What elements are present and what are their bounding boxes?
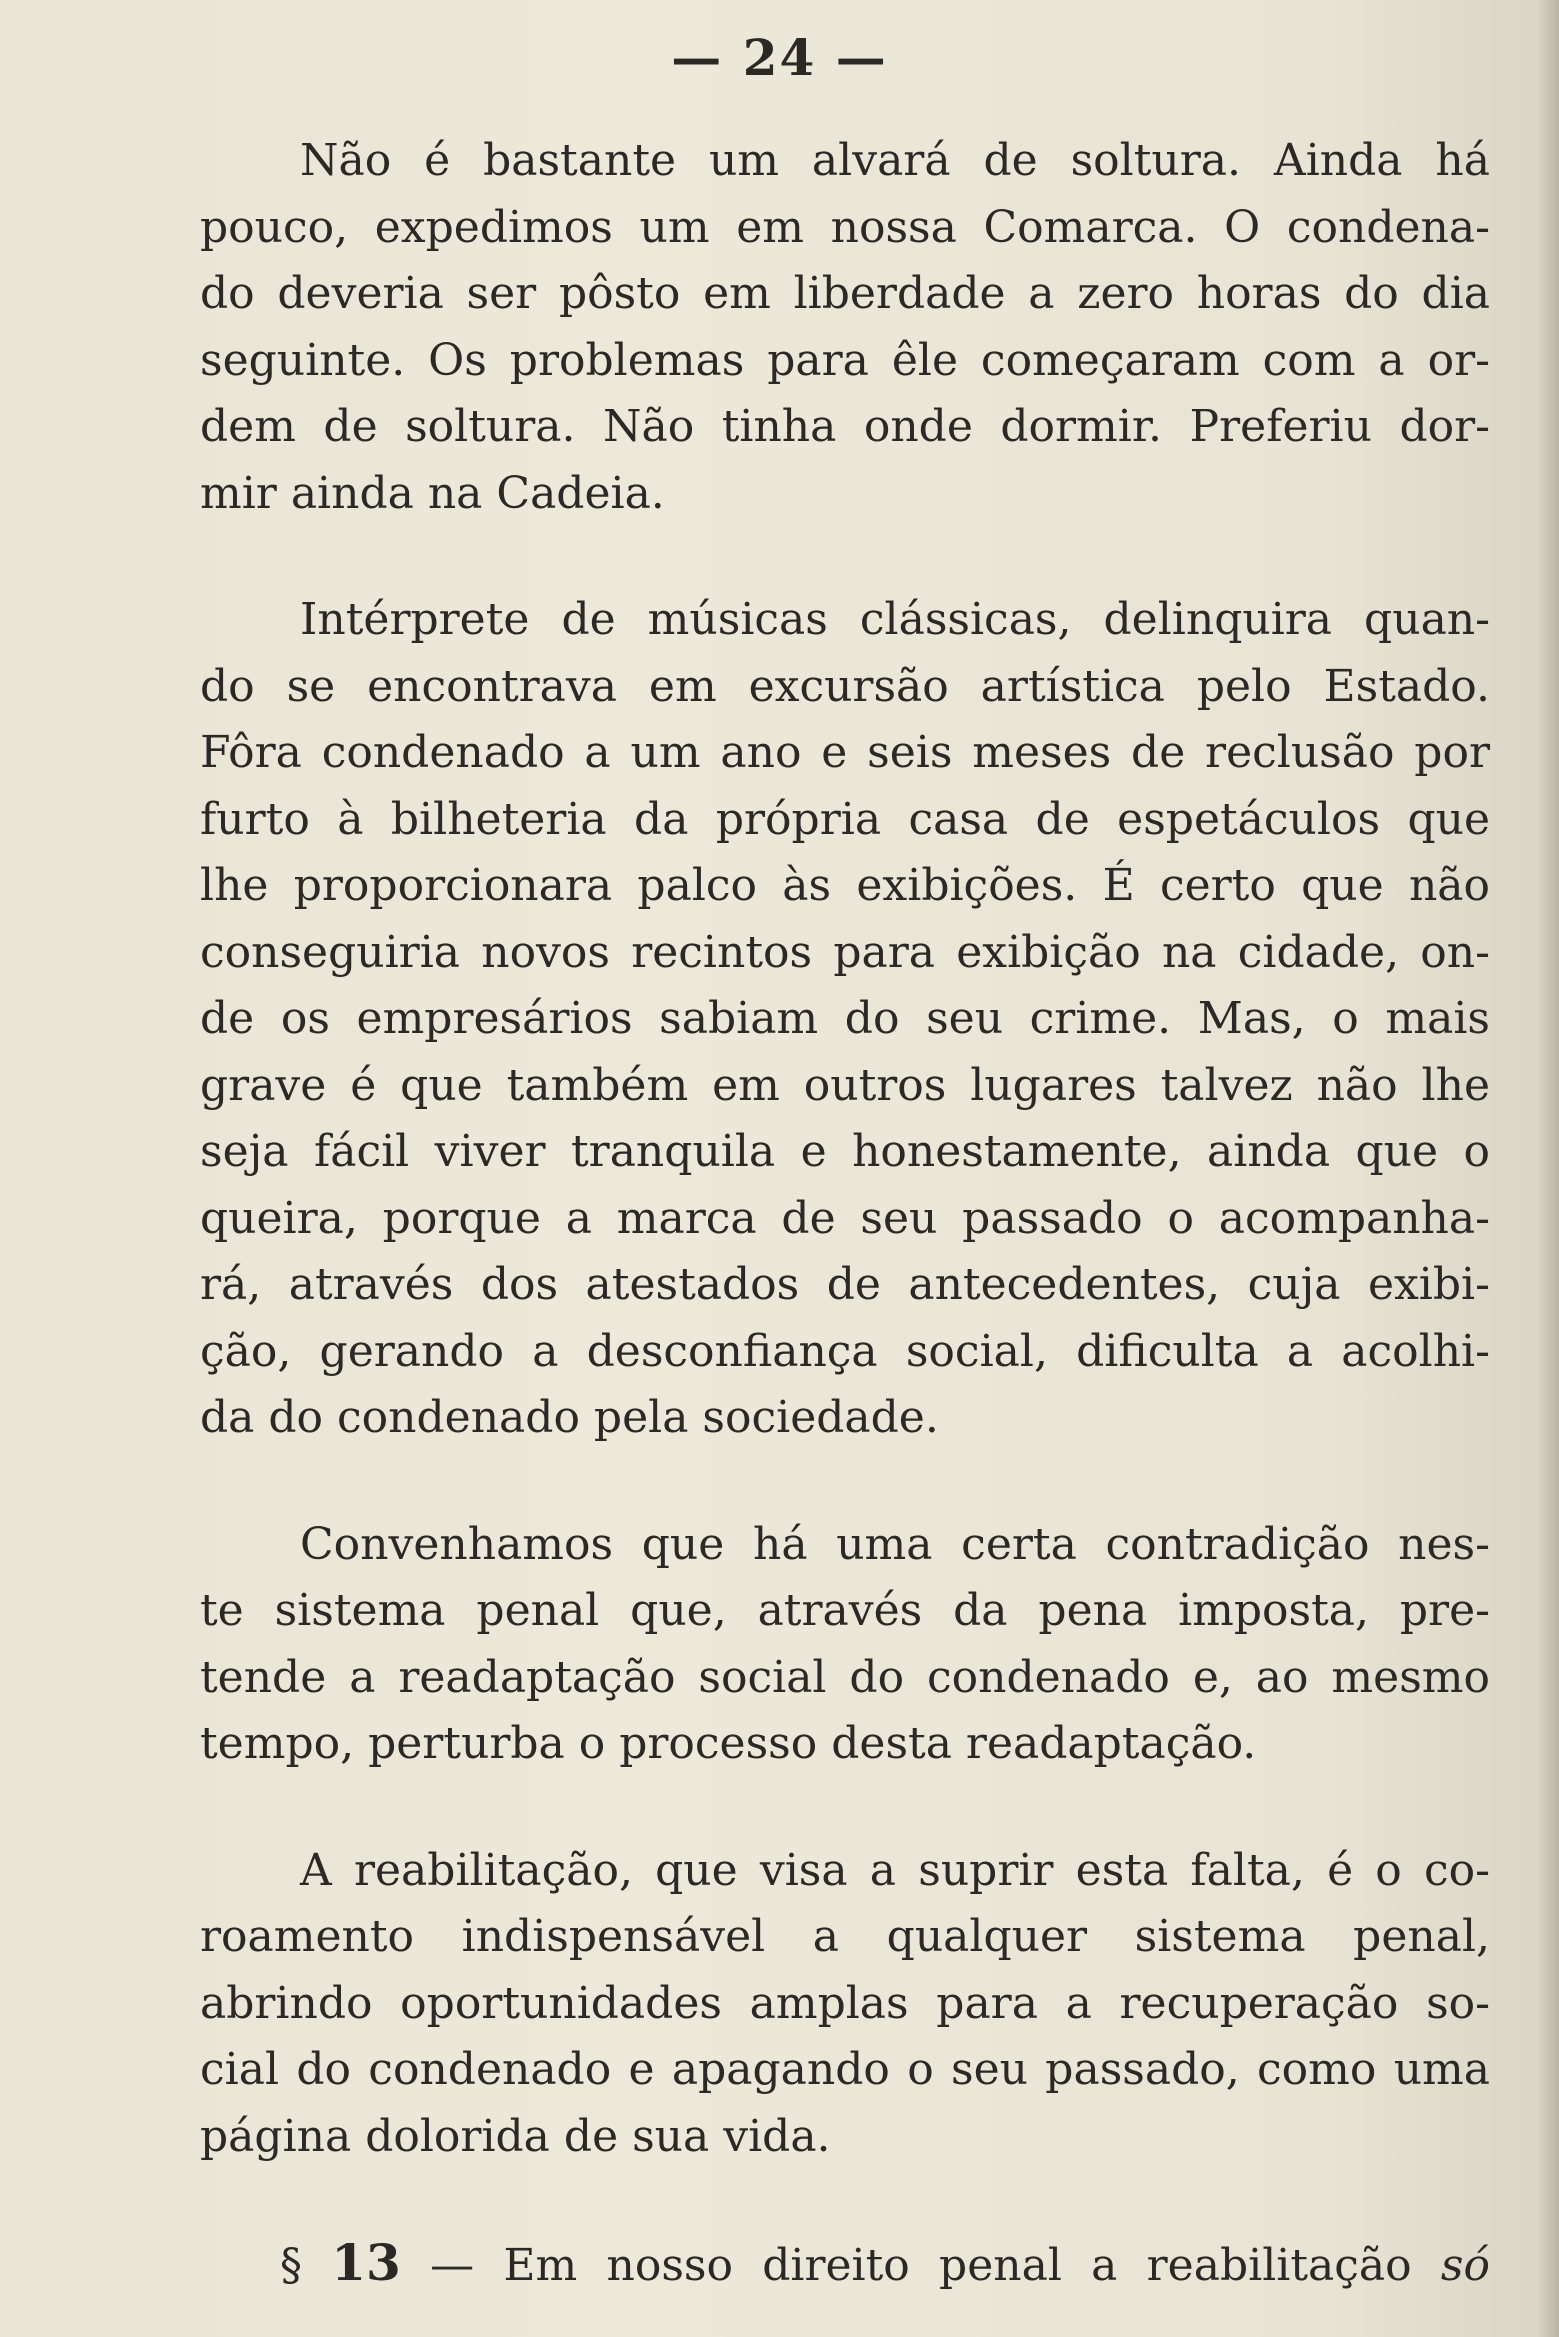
text-line: Convenhamos que há uma certa contradição nes- [300, 1518, 1490, 1570]
text-line: página dolorida de sua vida. [200, 2110, 831, 2162]
text-line: queira, porque a marca de seu passado o acompanha- [200, 1192, 1490, 1244]
text-line: dem de soltura. Não tinha onde dormir. Preferiu dor- [200, 401, 1490, 452]
text-line: seja fácil viver tranquila e honestamente, ainda que o [200, 1126, 1490, 1177]
text-line: furto à bilheteria da própria casa de espetáculos que [200, 793, 1490, 845]
text-line: tende a readaptação social do condenado e, ao mesmo [200, 1651, 1490, 1703]
text-line: lhe proporcionara palco às exibições. É certo que não [200, 860, 1490, 911]
text-line: Fôra condenado a um ano e seis meses de reclusão por [200, 727, 1490, 778]
text-line: ção, gerando a desconfiança social, dificulta a acolhi- [200, 1325, 1490, 1377]
paragraph-4 [200, 1838, 1490, 2171]
paragraph-3 [200, 1512, 1490, 1778]
text-line: de os empresários sabiam do seu crime. Mas, o mais [200, 993, 1490, 1044]
body-text [200, 128, 1490, 2300]
text-line: abrindo oportunidades amplas para a recuperação so- [200, 1977, 1490, 2029]
page-edge-shadow [1537, 0, 1559, 2337]
page-number: — 24 — [671, 28, 888, 87]
section-text: Em nosso direito penal a reabilitação [503, 2240, 1412, 2291]
text-line: rá, através dos atestados de antecedentes, cuja exibi- [200, 1259, 1490, 1310]
section-heading [200, 2230, 1490, 2300]
text-line: cial do condenado e apagando o seu passado, como uma [200, 2044, 1490, 2095]
text-line: A reabilitação, que visa a suprir esta falta, é o co- [300, 1844, 1490, 1896]
text-line: mir ainda na Cadeia. [200, 467, 665, 519]
text-line: do se encontrava em excursão artística pelo Estado. [200, 660, 1490, 712]
section-emphasis: só [1440, 2240, 1490, 2291]
section-dash: — [430, 2240, 475, 2291]
text-line: do deveria ser pôsto em liberdade a zero horas do dia [200, 268, 1490, 319]
text-line: Não é bastante um alvará de soltura. Ainda há [300, 135, 1490, 186]
paragraph-2 [200, 587, 1490, 1452]
paragraph-1 [200, 128, 1490, 527]
section-number: 13 [331, 2233, 401, 2292]
text-line: roamento indispensável a qualquer sistema penal, [200, 1911, 1490, 1962]
text-line: tempo, perturba o processo desta readaptação. [200, 1718, 1257, 1769]
text-line: seguinte. Os problemas para êle começaram com a or- [200, 334, 1490, 386]
section-sign: § [280, 2240, 302, 2291]
text-line: grave é que também em outros lugares talvez não lhe [200, 1059, 1490, 1111]
text-line: da do condenado pela sociedade. [200, 1392, 939, 1443]
text-line: te sistema penal que, através da pena imposta, pre- [200, 1585, 1490, 1636]
text-line: pouco, expedimos um em nossa Comarca. O condena- [200, 201, 1490, 253]
text-line: conseguiria novos recintos para exibição na cidade, on- [200, 926, 1490, 978]
text-line: Intérprete de músicas clássicas, delinquira quan- [300, 594, 1490, 645]
